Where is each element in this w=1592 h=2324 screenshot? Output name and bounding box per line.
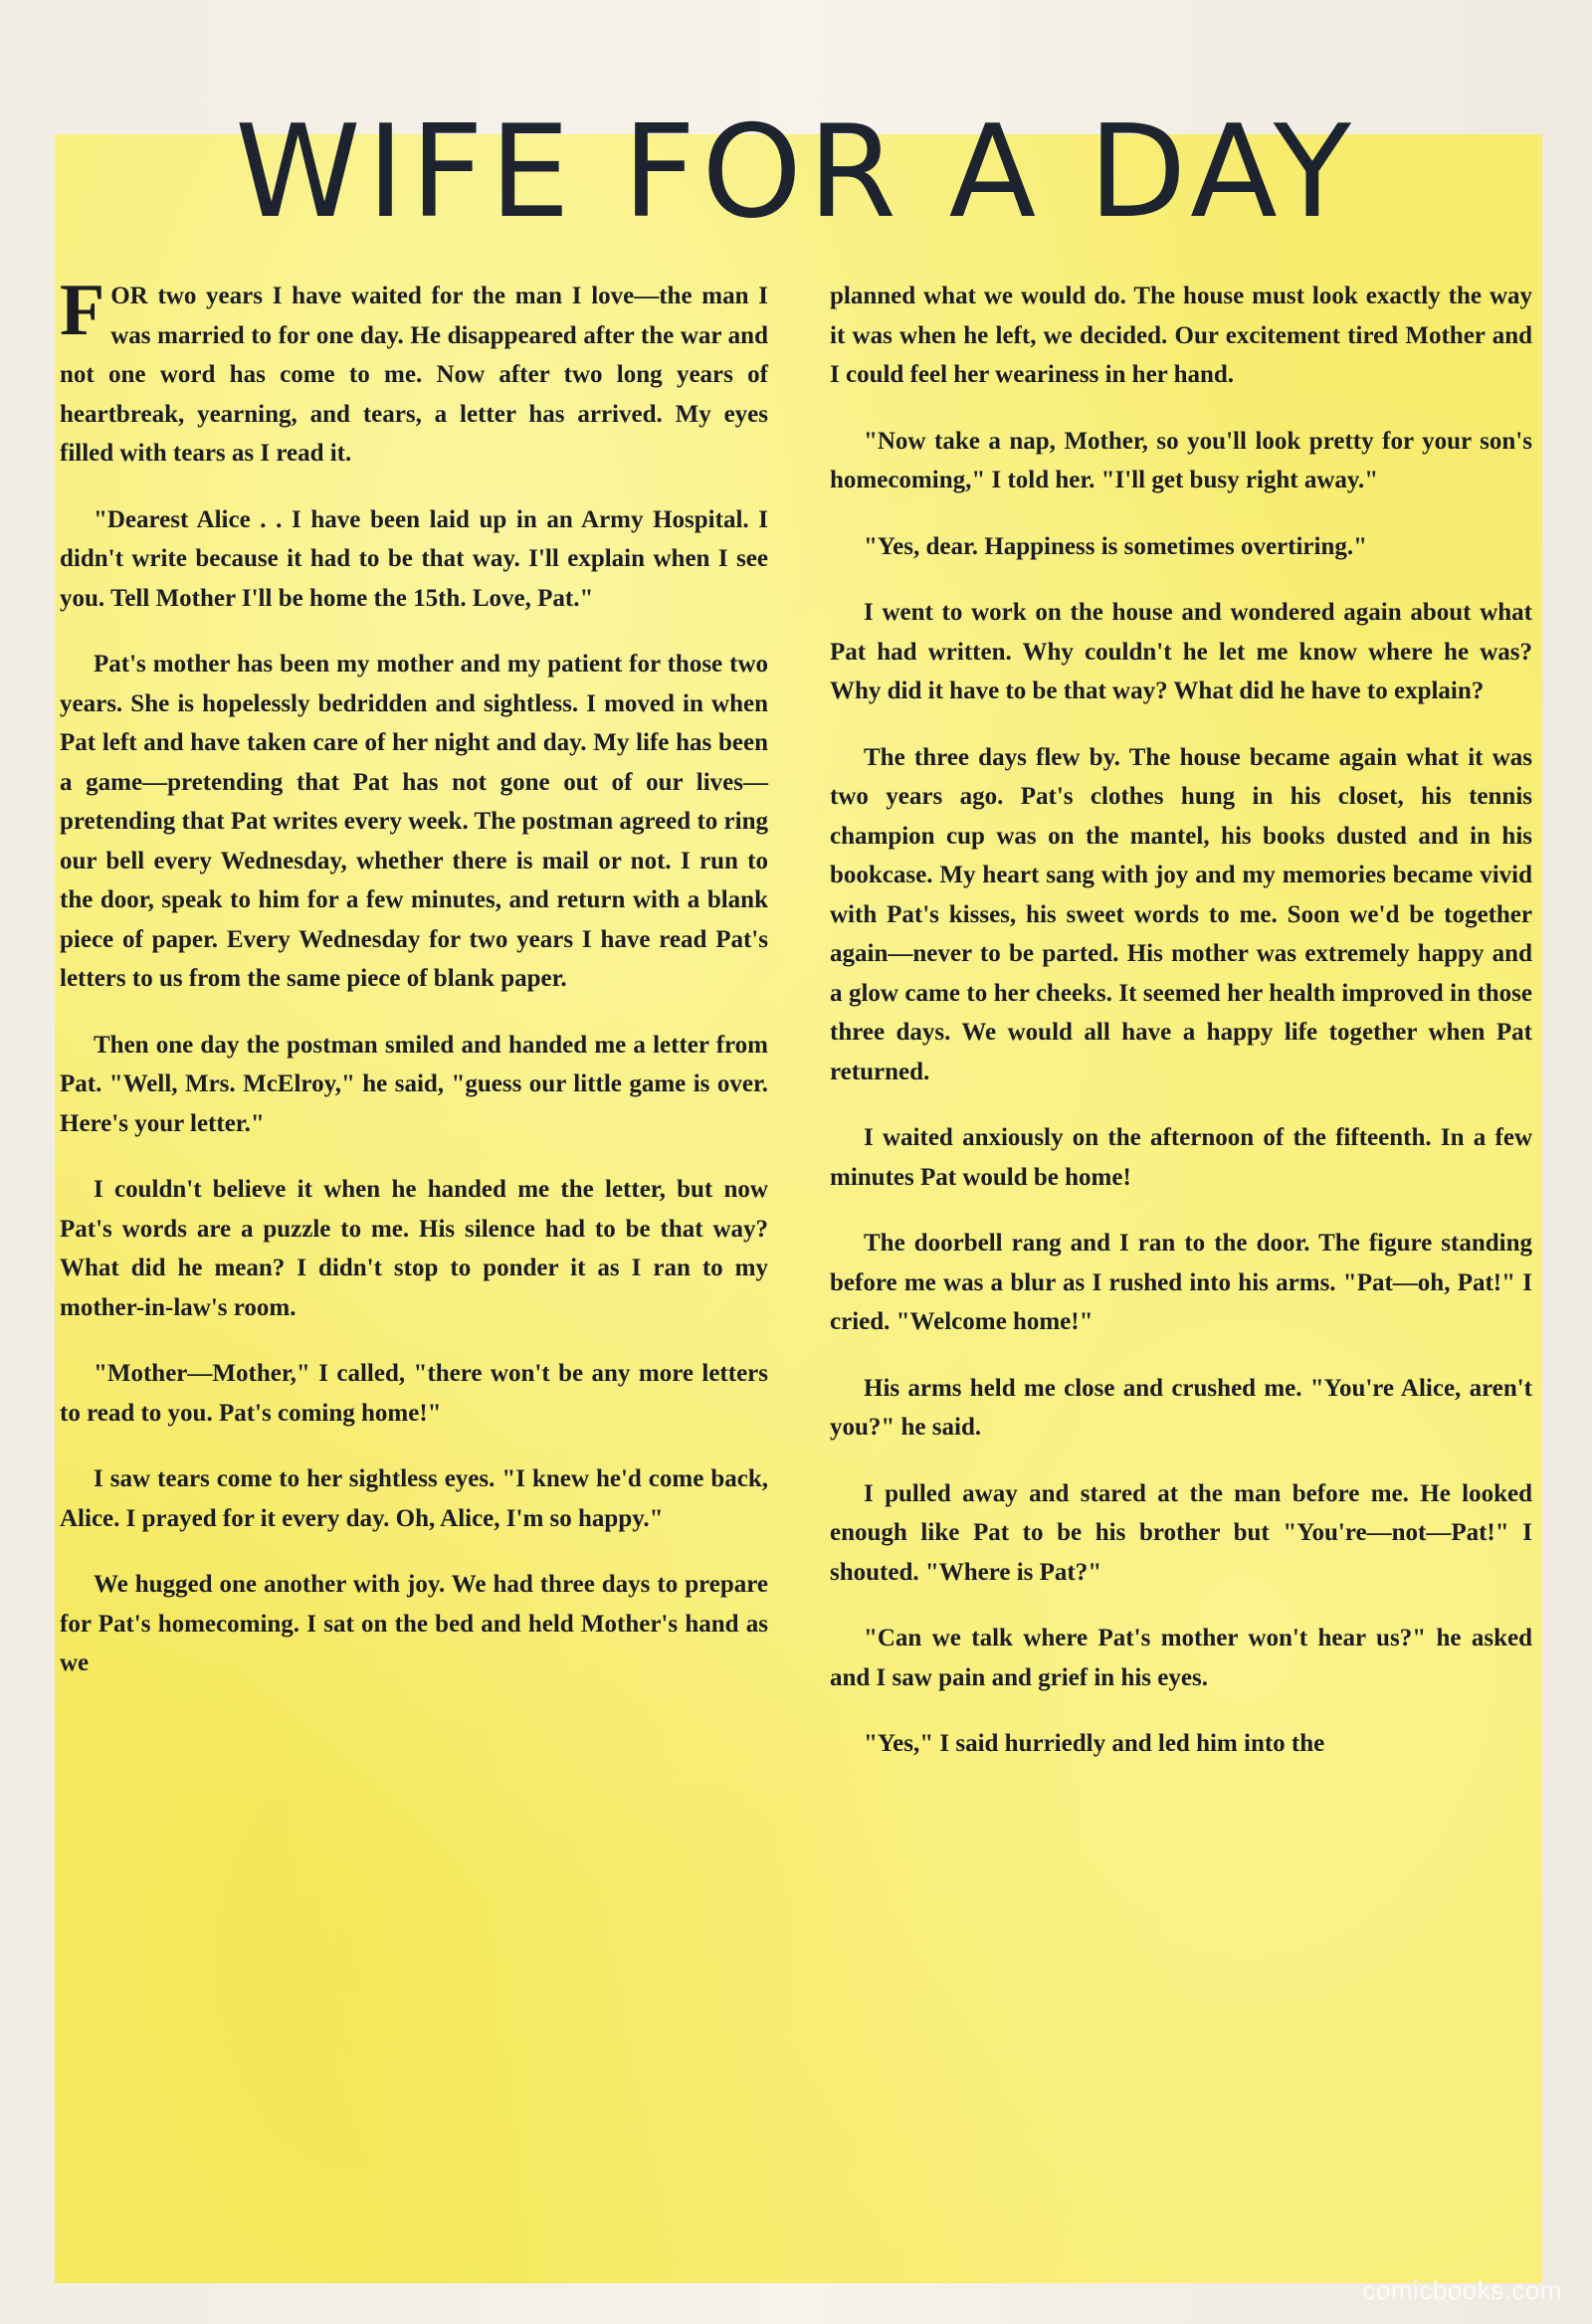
drop-cap: F (60, 270, 105, 351)
paragraph: "Dearest Alice . . I have been laid up in an Army Hospital. I didn't write because it had to be that way. I'll explain when I see you. Tell Mother I'll be home the 15th. Love, Pat." (60, 505, 768, 612)
story-title: WIFE FOR A DAY (235, 98, 1357, 247)
paragraph: planned what we would do. The house must look exactly the way it was when he left, we decided. Our excitement tired Mother and I could feel her weariness in her hand. (830, 283, 1532, 388)
paragraph: "Now take a nap, Mother, so you'll look pretty for your son's homecoming," I told her. "I'll get busy right away." (830, 427, 1532, 493)
paragraph (60, 270, 768, 474)
paragraph: The three days flew by. The house became again what it was two years ago. Pat's clothes hung in his closet, his tennis champion cup was on the mantel, his books dusted and in his bookcase. My heart sang with joy and my memories became vivid with Pat's kisses, his sweet words to me. Soon we'd be together again—never to be parted. His mother was extremely happy and a glow came to her cheeks. It seemed her health improved in those three days. We would all have a happy life together when Pat returned. (830, 743, 1532, 1085)
paragraph: I waited anxiously on the afternoon of the fifteenth. In a few minutes Pat would be home! (830, 1124, 1532, 1191)
paragraph: I went to work on the house and wondered again about what Pat had written. Why couldn't he let me know where he was? Why did it have to be that way? What did he have to explain? (830, 599, 1532, 704)
opening-text: OR two years I have waited for the man I love—the man I was married to for one day. He disappeared after the war and not one word has come to me. Now after two long years of heartbreak, yearning, and tears, a letter has arrived. My eyes filled with tears as I read it. (60, 283, 768, 467)
paragraph: I couldn't believe it when he handed me the letter, but now Pat's words are a puzzle to me. His silence had to be that way? What did he mean? I didn't stop to ponder it as I ran to my mother-in-law's room. (60, 1176, 768, 1321)
paragraph: "Can we talk where Pat's mother won't hear us?" he asked and I saw pain and grief in his eyes. (830, 1625, 1532, 1691)
paragraph: His arms held me close and crushed me. "You're Alice, aren't you?" he said. (830, 1374, 1532, 1441)
paragraph: I pulled away and stared at the man before me. He looked enough like Pat to be his brother but "You're—not—Pat!" I shouted. "Where is Pat?" (830, 1479, 1532, 1586)
paragraph: I saw tears come to her sightless eyes. "I knew he'd come back, Alice. I prayed for it every day. Oh, Alice, I'm so happy." (60, 1465, 768, 1532)
paragraph: Then one day the postman smiled and handed me a letter from Pat. "Well, Mrs. McElroy," he said, "guess our little game is over. Here's your letter." (60, 1031, 768, 1137)
text-column-left (60, 270, 768, 1710)
paragraph: "Mother—Mother," I called, "there won't be any more letters to read to you. Pat's coming home!" (60, 1360, 768, 1427)
paragraph: The doorbell rang and I ran to the door. The figure standing before me was a blur as I rushed into his arms. "Pat—oh, Pat!" I cried. "Welcome home!" (830, 1230, 1532, 1335)
paragraph: "Yes, dear. Happiness is sometimes overtiring." (864, 532, 1367, 560)
paragraph: "Yes," I said hurriedly and led him into the (864, 1730, 1325, 1757)
paragraph: We hugged one another with joy. We had three days to prepare for Pat's homecoming. I sat on the bed and held Mother's hand as we (60, 1571, 768, 1676)
source-watermark: comicbooks.com (1362, 2275, 1562, 2305)
text-column-right (830, 277, 1532, 1791)
paragraph: Pat's mother has been my mother and my patient for those two years. She is hopelessly bedridden and sightless. I moved in when Pat left and have taken care of her night and day. My life has been a game—pretending that Pat has not gone out of our lives—pretending that Pat writes every week. The postman agreed to ring our bell every Wednesday, whether there is mail or not. I run to the door, speak to him for a few minutes, and return with a blank piece of paper. Every Wednesday for two years I have read Pat's letters to us from the same piece of blank paper. (60, 651, 768, 992)
